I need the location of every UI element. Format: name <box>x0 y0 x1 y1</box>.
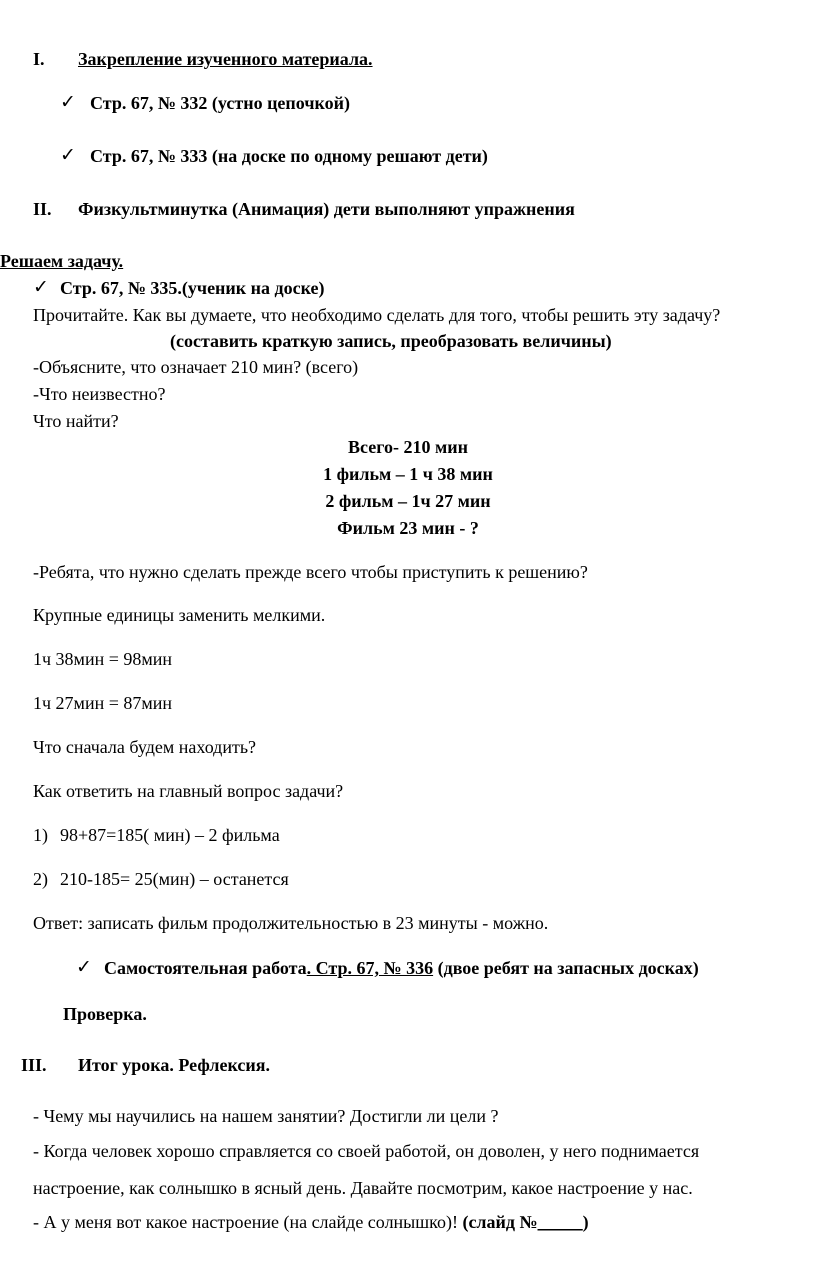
check-icon: ✓ <box>33 276 49 298</box>
summary-film-1: 1 фильм – 1 ч 38 мин <box>323 464 493 484</box>
question-start: Что сначала будем находить? <box>33 737 257 757</box>
slide-blank: _____ <box>537 1212 583 1232</box>
check-icon: ✓ <box>76 956 92 978</box>
slide-ref: (слайд № <box>462 1212 538 1232</box>
question-find: Что найти? <box>33 411 119 431</box>
summary-film-3: Фильм 23 мин - ? <box>337 518 479 538</box>
self-work-line <box>104 957 699 979</box>
section-1-title: Закрепление изученного материала. <box>78 49 373 69</box>
step-1-number: 1) <box>33 825 48 845</box>
conversion-1: 1ч 38мин = 98мин <box>33 649 173 669</box>
self-work-label: Самостоятельная работа <box>104 958 307 978</box>
question-210: -Объясните, что означает 210 мин? (всего) <box>33 357 359 377</box>
step-1-text: 98+87=185( мин) – 2 фильма <box>60 825 280 845</box>
answer-line: Ответ: записать фильм продолжительностью в 23 минуты - можно. <box>33 913 549 933</box>
section-3-title: Итог урока. Рефлексия. <box>78 1055 270 1075</box>
answer-units: Крупные единицы заменить мелкими. <box>33 605 326 625</box>
solve-heading: Решаем задачу. <box>0 251 124 271</box>
self-work-note: (двое ребят на запасных досках) <box>433 958 699 978</box>
slide-ref-close: ) <box>582 1212 589 1232</box>
task-332: Стр. 67, № 332 (устно цепочкой) <box>90 93 350 113</box>
task-335: Стр. 67, № 335.(ученик на доске) <box>60 278 325 298</box>
question-first-step: -Ребята, что нужно сделать прежде всего чтобы приступить к решению? <box>33 562 588 582</box>
conversion-2: 1ч 27мин = 87мин <box>33 693 173 713</box>
question-main: Как ответить на главный вопрос задачи? <box>33 781 344 801</box>
question-unknown: -Что неизвестно? <box>33 384 166 404</box>
self-work-ref: . Стр. 67, № 336 <box>306 958 434 978</box>
section-2-number: II. <box>33 199 52 219</box>
summary-film-2: 2 фильм – 1ч 27 мин <box>325 491 491 511</box>
step-2-number: 2) <box>33 869 48 889</box>
reflection-line-1: - Чему мы научились на нашем занятии? Достигли ли цели ? <box>33 1106 499 1126</box>
step-2-text: 210-185= 25(мин) – останется <box>60 869 289 889</box>
reflection-line-2: - Когда человек хорошо справляется со своей работой, он доволен, у него поднимается <box>33 1141 700 1161</box>
section-1-number: I. <box>33 49 45 69</box>
check-heading: Проверка. <box>63 1004 147 1024</box>
reflection-line-4-text: - А у меня вот какое настроение (на слайде солнышко)! <box>33 1212 463 1232</box>
reflection-line-4 <box>33 1211 589 1233</box>
summary-total: Всего- 210 мин <box>348 437 468 457</box>
section-3-number: III. <box>21 1055 47 1075</box>
read-question: Прочитайте. Как вы думаете, что необходимо сделать для того, чтобы решить эту задачу? <box>33 305 721 325</box>
reflection-line-3: настроение, как солнышко в ясный день. Давайте посмотрим, какое настроение у нас. <box>33 1178 693 1198</box>
task-333: Стр. 67, № 333 (на доске по одному решают дети) <box>90 146 488 166</box>
section-2-title: Физкультминутка (Анимация) дети выполняют упражнения <box>78 199 575 219</box>
read-answer: (составить краткую запись, преобразовать величины) <box>170 331 612 351</box>
check-icon: ✓ <box>60 91 76 113</box>
check-icon: ✓ <box>60 144 76 166</box>
